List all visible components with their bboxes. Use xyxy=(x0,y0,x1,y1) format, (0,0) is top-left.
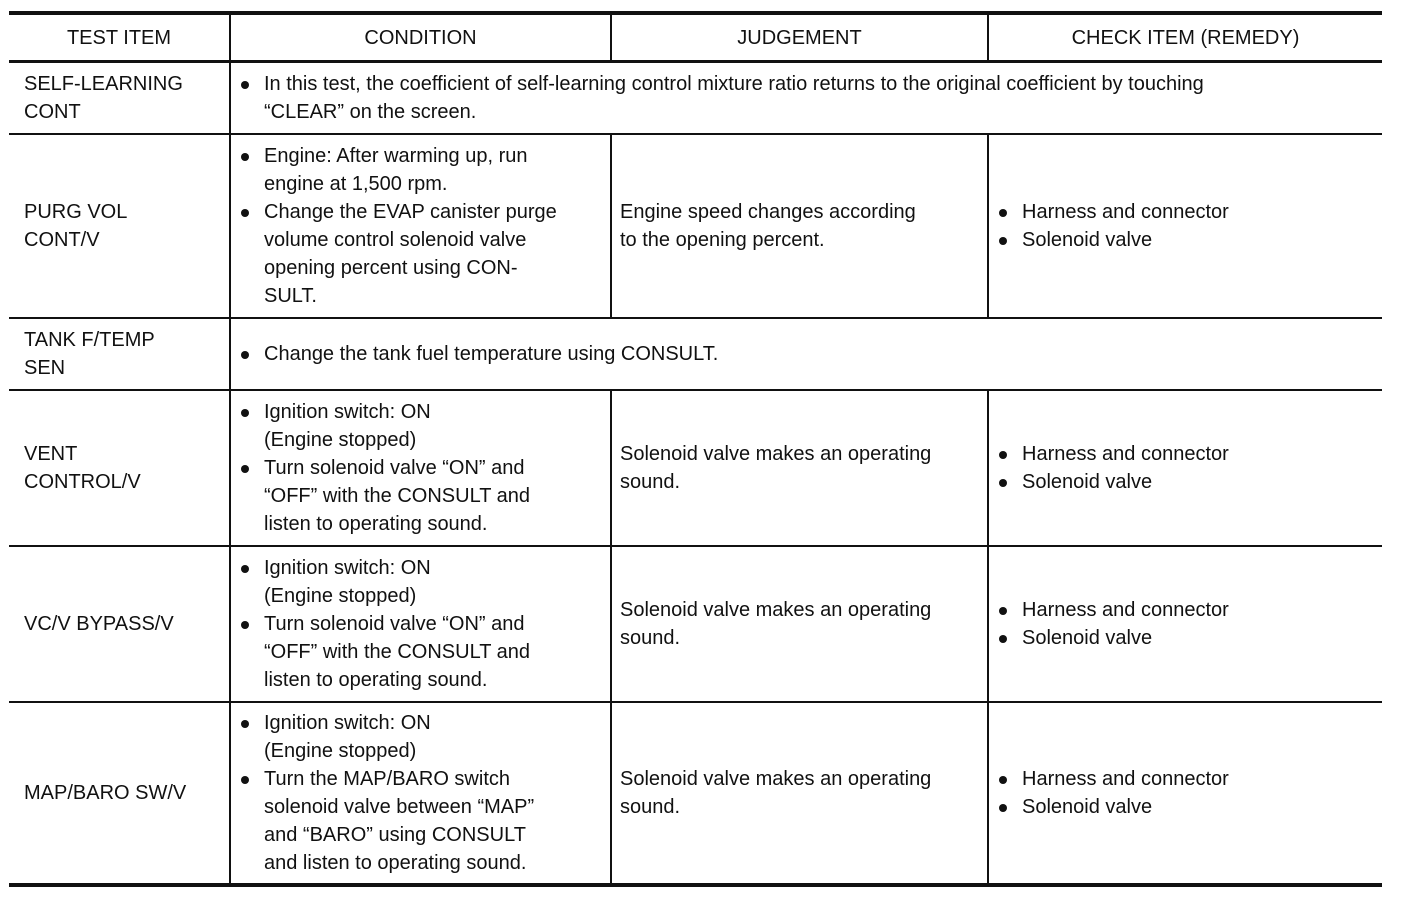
header-test-item: TEST ITEM xyxy=(9,13,230,62)
condition-cell xyxy=(230,546,611,702)
test-item-cell xyxy=(9,546,230,702)
test-item-cell xyxy=(9,134,230,318)
header-judgement: JUDGEMENT xyxy=(611,13,988,62)
table-row xyxy=(9,546,1382,702)
test-item-text: MAP/BARO SW/V xyxy=(24,782,187,804)
bullet-item: Harness and connector xyxy=(997,765,1374,793)
check-item-cell xyxy=(988,546,1382,702)
condition-cell xyxy=(230,390,611,546)
judgement-cell: Solenoid valve makes an operating sound. xyxy=(611,546,988,702)
header-check-item: CHECK ITEM (REMEDY) xyxy=(988,13,1382,62)
bullet-item: Harness and connector xyxy=(997,198,1374,226)
bullet-list xyxy=(239,709,602,877)
test-item-text: VC/V BYPASS/V xyxy=(24,613,174,635)
bullet-item: Turn solenoid valve “ON” and “OFF” with the CONSULT and listen to operating sound. xyxy=(239,454,602,538)
bullet-item: Solenoid valve xyxy=(997,468,1374,496)
bullet-item: Harness and connector xyxy=(997,440,1374,468)
header-condition: CONDITION xyxy=(230,13,611,62)
bullet-list xyxy=(239,142,602,310)
test-item-text: VENT xyxy=(24,443,78,465)
merged-condition-cell xyxy=(230,62,1382,135)
condition-cell xyxy=(230,134,611,318)
bullet-list xyxy=(997,198,1374,254)
table-row xyxy=(9,702,1382,885)
test-item-text: SELF-LEARNING xyxy=(24,73,183,95)
merged-condition-cell xyxy=(230,318,1382,390)
bullet-list xyxy=(239,340,1374,368)
check-item-cell xyxy=(988,390,1382,546)
bullet-list xyxy=(997,765,1374,821)
bullet-item: Ignition switch: ON (Engine stopped) xyxy=(239,709,602,765)
table-row xyxy=(9,318,1382,390)
test-item-text: TANK F/TEMP xyxy=(24,329,155,351)
bullet-item: Turn the MAP/BARO switch solenoid valve between “MAP” and “BARO” using CONSULT and listen to operating sound. xyxy=(239,765,602,877)
table-header-row xyxy=(9,13,1382,62)
test-item-text: CONTROL/V xyxy=(24,471,141,493)
bullet-item: Ignition switch: ON (Engine stopped) xyxy=(239,398,602,454)
check-item-cell xyxy=(988,134,1382,318)
table-row xyxy=(9,134,1382,318)
bullet-item: Solenoid valve xyxy=(997,624,1374,652)
test-item-cell xyxy=(9,62,230,135)
judgement-cell: Solenoid valve makes an operating sound. xyxy=(611,702,988,885)
bullet-list xyxy=(997,596,1374,652)
active-test-table xyxy=(9,11,1382,887)
test-item-cell xyxy=(9,390,230,546)
bullet-item: Turn solenoid valve “ON” and “OFF” with the CONSULT and listen to operating sound. xyxy=(239,610,602,694)
judgement-cell: Solenoid valve makes an operating sound. xyxy=(611,390,988,546)
bullet-list xyxy=(239,398,602,538)
test-item-cell xyxy=(9,702,230,885)
bullet-item: Ignition switch: ON (Engine stopped) xyxy=(239,554,602,610)
bullet-item: Change the EVAP canister purge volume control solenoid valve opening percent using CON- SULT. xyxy=(239,198,602,310)
bullet-list xyxy=(239,554,602,694)
test-item-text: CONT xyxy=(24,101,81,123)
bullet-item: Change the tank fuel temperature using CONSULT. xyxy=(239,340,1374,368)
condition-cell xyxy=(230,702,611,885)
table-row xyxy=(9,62,1382,135)
test-item-text: CONT/V xyxy=(24,229,100,251)
test-item-text: PURG VOL xyxy=(24,201,128,223)
table-row xyxy=(9,390,1382,546)
check-item-cell xyxy=(988,702,1382,885)
document-page xyxy=(9,11,1382,901)
bullet-item: Solenoid valve xyxy=(997,226,1374,254)
bullet-item: Solenoid valve xyxy=(997,793,1374,821)
judgement-cell: Engine speed changes according to the opening percent. xyxy=(611,134,988,318)
bullet-item: Harness and connector xyxy=(997,596,1374,624)
test-item-cell xyxy=(9,318,230,390)
bullet-list xyxy=(997,440,1374,496)
bullet-list xyxy=(239,70,1374,126)
test-item-text: SEN xyxy=(24,357,66,379)
bullet-item: Engine: After warming up, run engine at 1,500 rpm. xyxy=(239,142,602,198)
bullet-item: In this test, the coefficient of self-learning control mixture ratio returns to the original coefficient by touching “CLEAR” on the screen. xyxy=(239,70,1374,126)
